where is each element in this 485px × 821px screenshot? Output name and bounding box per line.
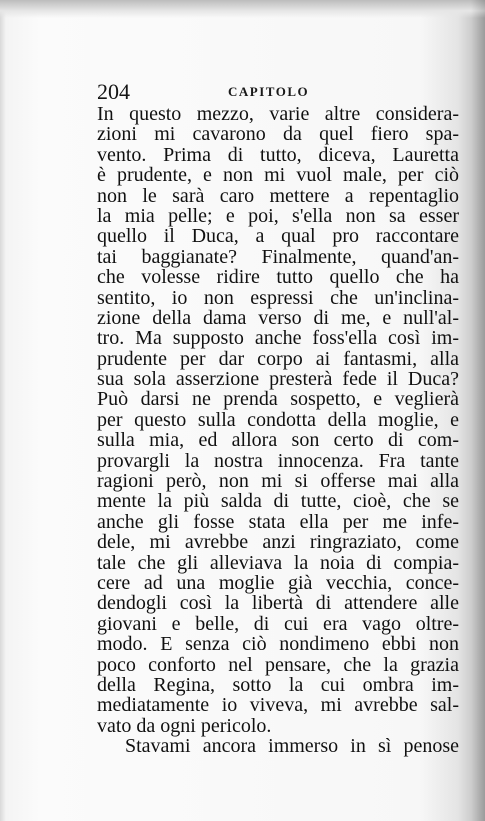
page-top-shadow xyxy=(0,0,485,18)
text-line: zione della dama verso di me, e null'al- xyxy=(97,306,459,329)
text-line: giovani e belle, di cui era vago oltre- xyxy=(97,612,459,635)
text-line: tro. Ma supposto anche foss'ella così im- xyxy=(97,327,459,350)
text-line: per questo sulla condotta della moglie, e xyxy=(97,408,459,431)
text-line: cere ad una moglie già vecchia, conce- xyxy=(97,571,459,594)
text-line: dele, mi avrebbe anzi ringraziato, come xyxy=(97,531,459,554)
running-head: CAPITOLO xyxy=(228,84,310,99)
text-line: tale che gli alleviava la noia di compia- xyxy=(97,551,459,574)
body-text xyxy=(97,104,459,757)
paragraph-first-line: Stavami ancora immerso in sì penose xyxy=(125,735,459,758)
text-line: vento. Prima di tutto, diceva, Lauretta xyxy=(97,143,459,166)
text-line: è prudente, e non mi vuol male, per ciò xyxy=(97,164,459,187)
text-line: sulla mia, ed allora son certo di com- xyxy=(97,429,459,452)
text-line: modo. E senza ciò nondimeno ebbi non xyxy=(97,633,459,656)
text-line: mente la più salda di tutte, cioè, che se xyxy=(97,490,459,513)
text-line: In questo mezzo, varie altre considera- xyxy=(97,103,459,125)
text-line: Può darsi ne prenda sospetto, e veglierà xyxy=(97,388,459,411)
text-line: tai baggianate? Finalmente, quand'an- xyxy=(97,245,459,268)
paragraph-end-line: vato da ogni pericolo. xyxy=(97,714,272,737)
text-line: sentito, io non espressi che un'inclina- xyxy=(97,286,459,309)
page-number: 204 xyxy=(97,79,130,104)
text-line: la mia pelle; e poi, s'ella non sa esser xyxy=(97,204,459,227)
text-line: mediatamente io viveva, mi avrebbe sal- xyxy=(97,694,459,717)
text-line: dendogli così la libertà di attendere alle xyxy=(97,592,459,615)
text-line: provargli la nostra innocenza. Fra tante xyxy=(97,449,459,472)
text-line: poco conforto nel pensare, che la grazia xyxy=(97,653,459,676)
text-line: prudente per dar corpo ai fantasmi, alla xyxy=(97,347,459,370)
page-gutter-shadow xyxy=(471,0,485,821)
text-line: sua sola asserzione presterà fede il Duca? xyxy=(97,368,459,391)
text-line: zioni mi cavarono da quel fiero spa- xyxy=(97,123,459,146)
text-line: non le sarà caro mettere a repentaglio xyxy=(97,184,459,207)
page-header xyxy=(92,80,434,104)
text-line: della Regina, sotto la cui ombra im- xyxy=(97,673,459,696)
text-line: che volesse ridire tutto quello che ha xyxy=(97,266,459,289)
text-line: ragioni però, non mi si offerse mai alla xyxy=(97,470,459,493)
text-line: quello il Duca, a qual pro raccontare xyxy=(97,225,459,248)
text-line: anche gli fosse stata ella per me infe- xyxy=(97,510,459,533)
